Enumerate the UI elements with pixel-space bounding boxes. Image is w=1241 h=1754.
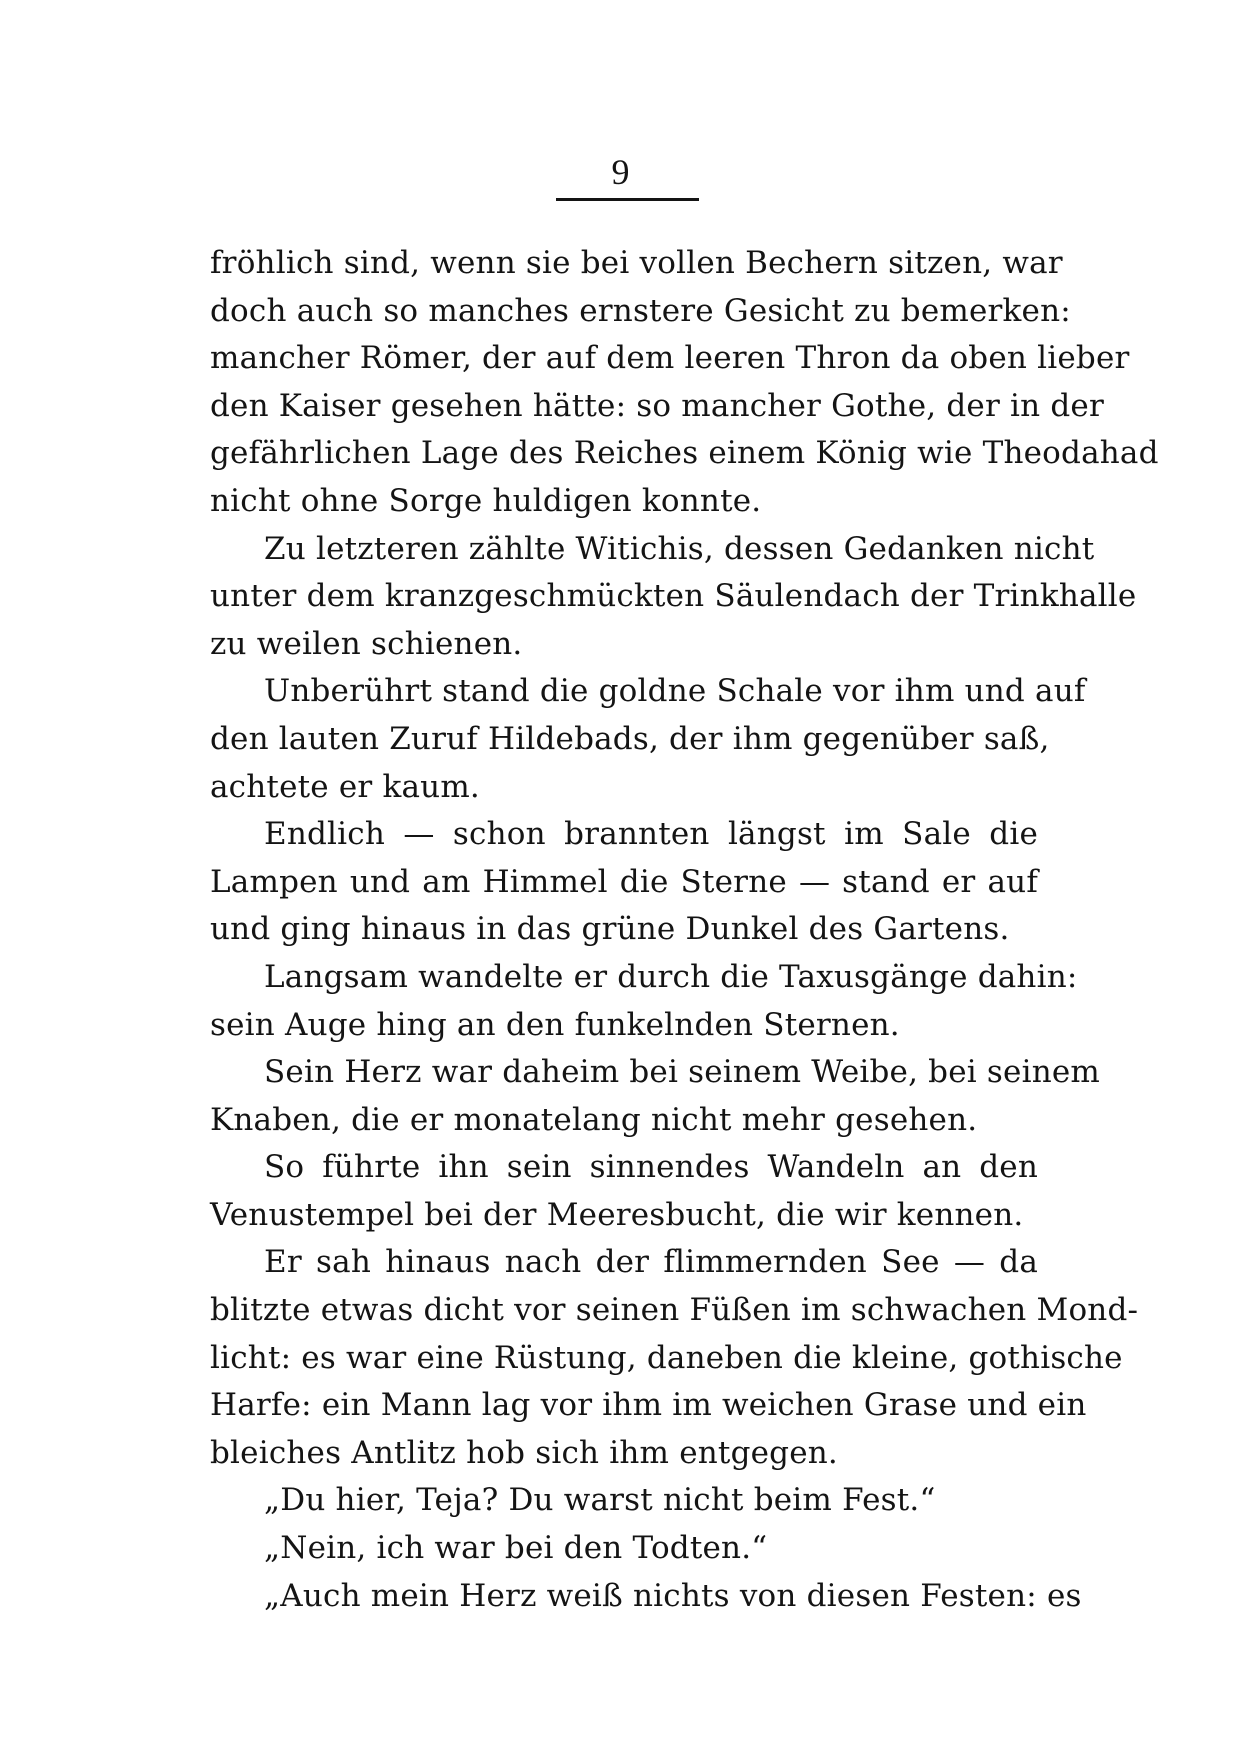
text-line: Harfe: ein Mann lag vor ihm im weichen Grase und ein bbox=[210, 1387, 1087, 1424]
dialogue-line: „Nein, ich war bei den Todten.“ bbox=[264, 1530, 768, 1567]
page-number-rule bbox=[556, 198, 699, 201]
text-line: achtete er kaum. bbox=[210, 768, 480, 805]
text-line: unter dem kranzgeschmückten Säulendach der Trinkhalle bbox=[210, 578, 1137, 615]
text-line: gefährlichen Lage des Reiches einem König wie Theodahad bbox=[210, 435, 1159, 472]
paragraph-first-line: Langsam wandelte er durch die Taxusgänge dahin: bbox=[264, 958, 1078, 995]
text-line: blitzte etwas dicht vor seinen Füßen im schwachen Mond- bbox=[210, 1292, 1139, 1329]
paragraph-first-line: Unberührt stand die goldne Schale vor ihm und auf bbox=[264, 673, 1086, 710]
text-line: nicht ohne Sorge huldigen konnte. bbox=[210, 482, 762, 519]
text-line: zu weilen schienen. bbox=[210, 625, 523, 662]
dialogue-line: „Auch mein Herz weiß nichts von diesen Festen: es bbox=[264, 1577, 1082, 1614]
paragraph-first-line: So führte ihn sein sinnendes Wandeln an den bbox=[264, 1149, 1038, 1186]
paragraph-first-line: Sein Herz war daheim bei seinem Weibe, bei seinem bbox=[264, 1054, 1101, 1091]
paragraph-first-line: Zu letzteren zählte Witichis, dessen Gedanken nicht bbox=[264, 530, 1095, 567]
text-line: Knaben, die er monatelang nicht mehr gesehen. bbox=[210, 1101, 978, 1138]
text-line: Lampen und am Himmel die Sterne — stand er auf bbox=[210, 863, 1038, 900]
text-line: den Kaiser gesehen hätte: so mancher Gothe, der in der bbox=[210, 387, 1104, 424]
text-line: sein Auge hing an den funkelnden Sternen. bbox=[210, 1006, 900, 1043]
paragraph-first-line: Endlich — schon brannten längst im Sale die bbox=[264, 816, 1038, 853]
text-line: Venustempel bei der Meeresbucht, die wir kennen. bbox=[210, 1196, 1024, 1233]
body-text bbox=[210, 240, 1159, 1620]
text-line: mancher Römer, der auf dem leeren Thron da oben lieber bbox=[210, 340, 1130, 377]
page-number: 9 bbox=[611, 152, 630, 192]
text-line: fröhlich sind, wenn sie bei vollen Bechern sitzen, war bbox=[210, 245, 1063, 281]
text-line: bleiches Antlitz hob sich ihm entgegen. bbox=[210, 1434, 838, 1471]
text-line: licht: es war eine Rüstung, daneben die kleine, gothische bbox=[210, 1339, 1123, 1376]
text-line: und ging hinaus in das grüne Dunkel des Gartens. bbox=[210, 911, 1010, 948]
dialogue-line: „Du hier, Teja? Du warst nicht beim Fest.“ bbox=[264, 1482, 936, 1519]
text-line: den lauten Zuruf Hildebads, der ihm gegenüber saß, bbox=[210, 720, 1050, 757]
text-line: doch auch so manches ernstere Gesicht zu bemerken: bbox=[210, 292, 1071, 329]
paragraph-first-line: Er sah hinaus nach der flimmernden See — da bbox=[264, 1244, 1038, 1281]
